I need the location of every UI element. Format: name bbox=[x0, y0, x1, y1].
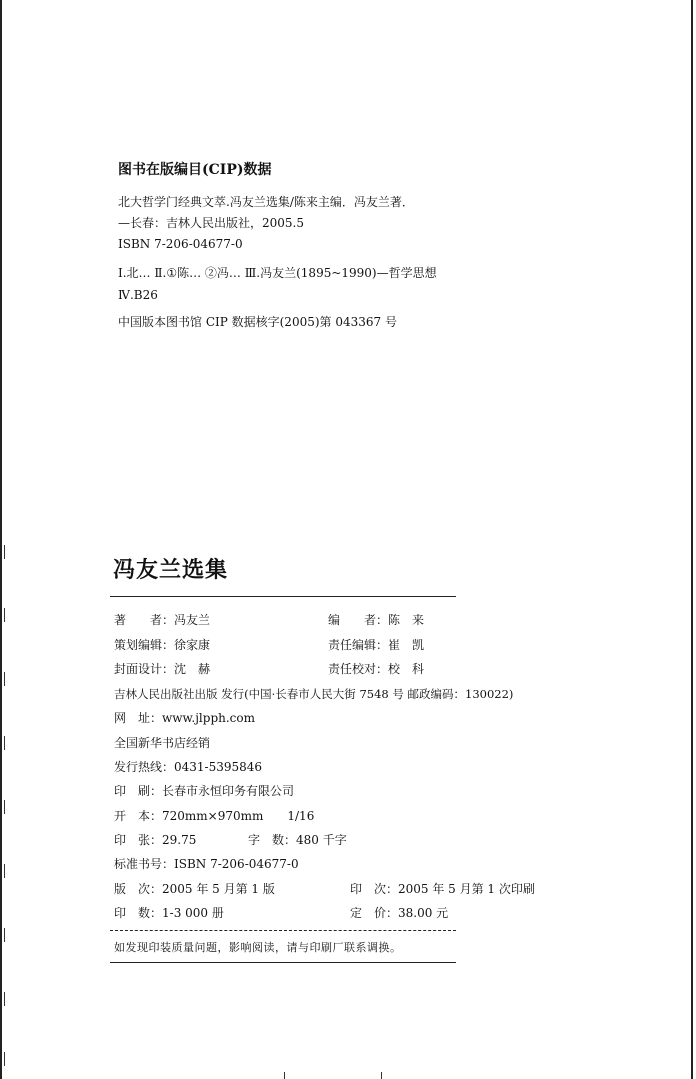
cip-classification-2: Ⅳ.B26 bbox=[118, 288, 158, 302]
book-title: 冯友兰选集 bbox=[113, 557, 229, 583]
quality-notice: 如发现印装质量问题，影响阅读，请与印刷厂联系调换。 bbox=[114, 941, 402, 954]
credit-proofreader: 责任校对：校 科 bbox=[328, 662, 425, 676]
binding-mark bbox=[4, 545, 5, 559]
page-edge-right bbox=[691, 0, 693, 1079]
credit-words: 字 数：480 千字 bbox=[248, 833, 347, 847]
page-edge-left bbox=[0, 0, 2, 1079]
credit-planning-editor: 策划编辑：徐家康 bbox=[114, 638, 211, 652]
credit-format: 开 本：720mm×970mm 1/16 bbox=[114, 809, 315, 823]
cip-line-2: —长春：吉林人民出版社，2005.5 bbox=[118, 216, 304, 230]
cip-title: 图书在版编目(CIP)数据 bbox=[118, 162, 272, 178]
bottom-mark bbox=[284, 1072, 285, 1079]
binding-mark bbox=[4, 928, 5, 942]
credit-price: 定 价：38.00 元 bbox=[350, 906, 449, 920]
credit-printer: 印 刷：长春市永恒印务有限公司 bbox=[114, 784, 295, 798]
notice-rule-bottom bbox=[110, 962, 456, 963]
title-rule bbox=[110, 596, 456, 597]
credit-cover-design: 封面设计：沈 赫 bbox=[114, 662, 211, 676]
bottom-mark bbox=[381, 1072, 382, 1079]
cip-isbn: ISBN 7-206-04677-0 bbox=[118, 237, 243, 251]
credit-author: 著 者：冯友兰 bbox=[114, 613, 211, 627]
credit-publisher: 吉林人民出版社出版 发行(中国·长春市人民大街 7548 号 邮政编码：130022) bbox=[114, 687, 514, 701]
binding-mark bbox=[4, 672, 5, 686]
binding-mark bbox=[4, 800, 5, 814]
credit-print-run: 印 数：1-3 000 册 bbox=[114, 906, 224, 920]
binding-mark bbox=[4, 736, 5, 750]
cip-verification: 中国版本图书馆 CIP 数据核字(2005)第 043367 号 bbox=[118, 315, 397, 329]
credit-website: 网 址：www.jlpph.com bbox=[114, 711, 255, 725]
credit-edition: 版 次：2005 年 5 月第 1 版 bbox=[114, 882, 275, 896]
notice-rule-top bbox=[110, 930, 456, 931]
credit-editor: 编 者：陈 来 bbox=[328, 613, 425, 627]
credit-responsible-editor: 责任编辑：崔 凯 bbox=[328, 638, 425, 652]
credit-isbn: 标准书号：ISBN 7-206-04677-0 bbox=[114, 857, 299, 871]
binding-mark bbox=[4, 1052, 5, 1066]
binding-mark bbox=[4, 992, 5, 1006]
binding-mark bbox=[4, 864, 5, 878]
cip-classification: Ⅰ.北… Ⅱ.①陈… ②冯… Ⅲ.冯友兰(1895~1990)—哲学思想 bbox=[118, 266, 437, 280]
credit-distributor: 全国新华书店经销 bbox=[114, 736, 211, 750]
credit-hotline: 发行热线：0431-5395846 bbox=[114, 760, 263, 774]
binding-mark bbox=[4, 608, 5, 622]
credit-printing: 印 次：2005 年 5 月第 1 次印刷 bbox=[350, 882, 535, 896]
credit-sheets: 印 张：29.75 bbox=[114, 833, 197, 847]
cip-line-1: 北大哲学门经典文萃.冯友兰选集/陈来主编．冯友兰著． bbox=[118, 195, 414, 209]
